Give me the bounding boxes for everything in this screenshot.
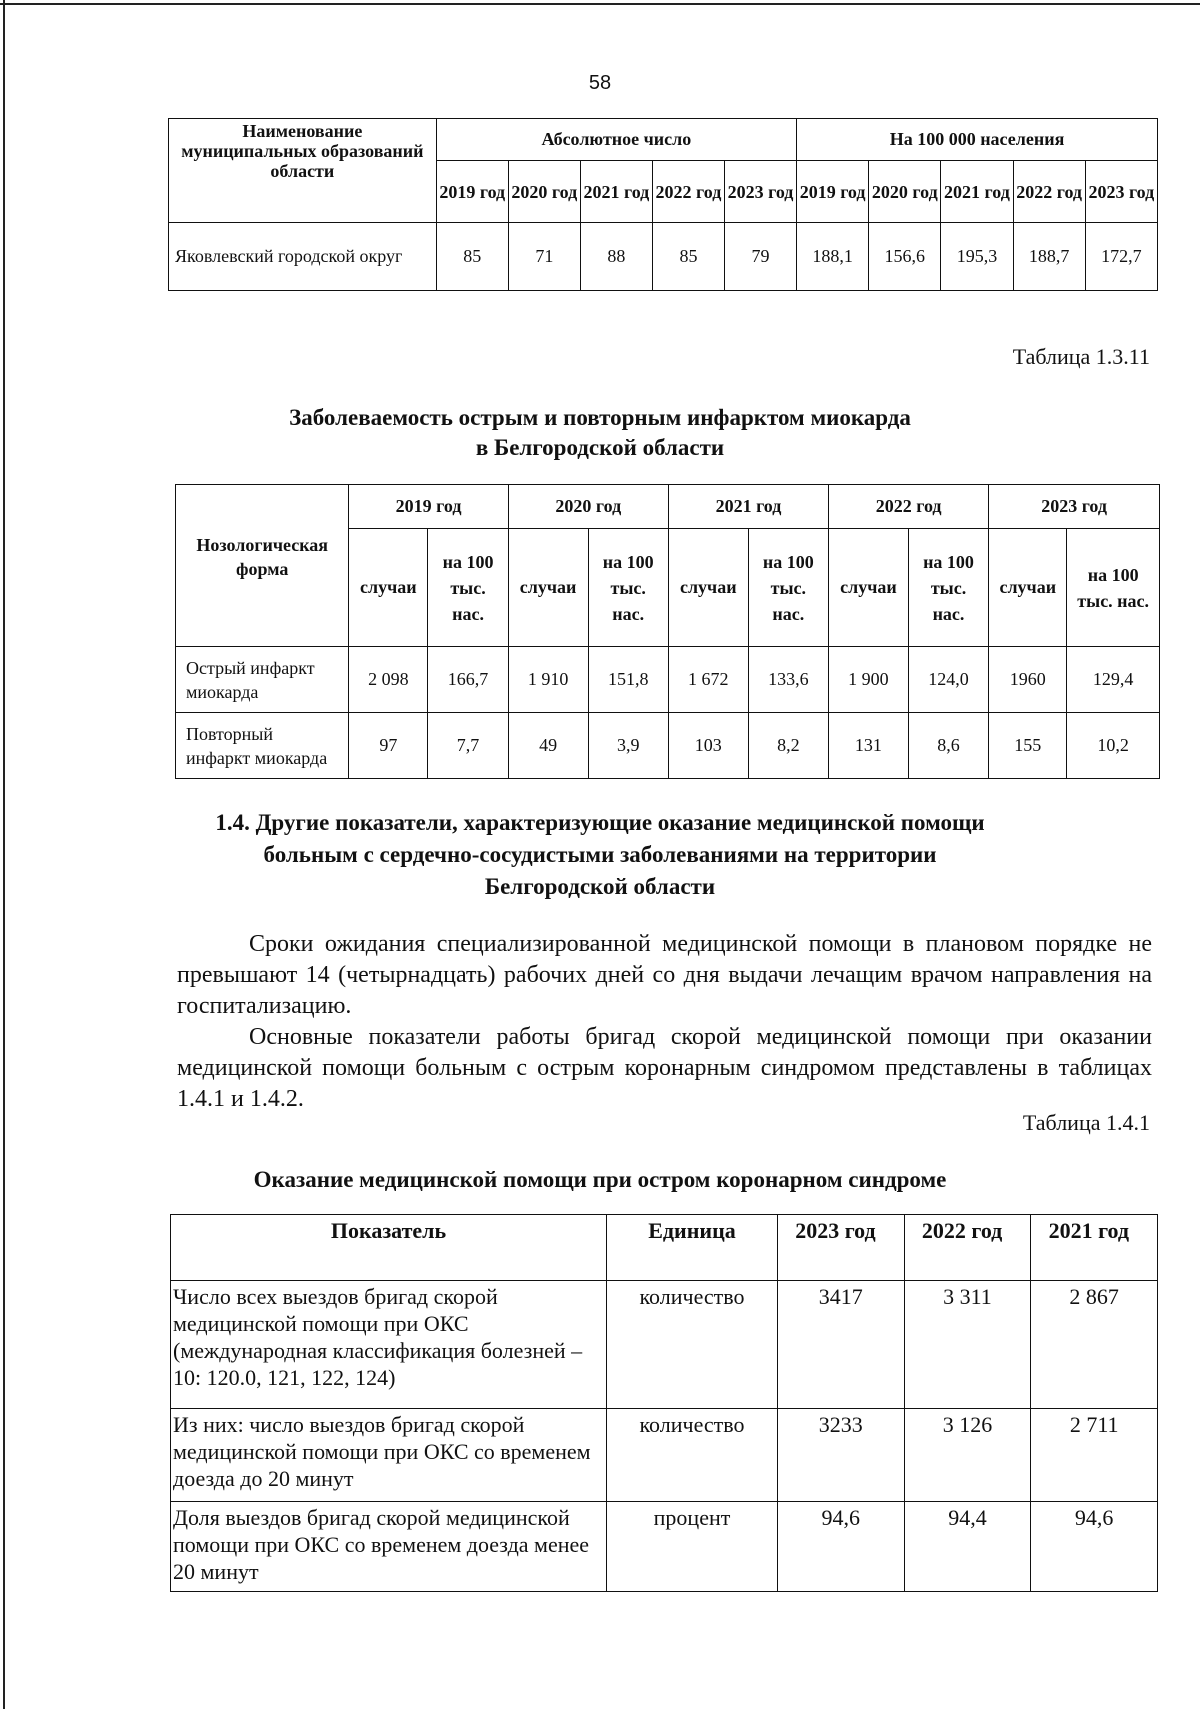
table-row bbox=[176, 647, 1160, 713]
cases-subheader: случаи bbox=[349, 529, 428, 647]
abs-year-header: 2023 год bbox=[724, 161, 796, 223]
table-row bbox=[176, 713, 1160, 779]
table2-title-line2: в Белгородской области bbox=[475, 435, 725, 460]
rate-subheader: на 100 тыс. нас. bbox=[588, 529, 668, 647]
abs-value: 71 bbox=[508, 223, 580, 291]
unit-value: количество bbox=[607, 1281, 778, 1409]
abs-year-header: 2022 год bbox=[652, 161, 724, 223]
page-number: 58 bbox=[588, 72, 612, 94]
per-value: 156,6 bbox=[869, 223, 941, 291]
municipal-table bbox=[168, 118, 1158, 291]
indicator-header: Показатель bbox=[171, 1215, 607, 1281]
table-row bbox=[171, 1502, 1158, 1592]
year-2023-header: 2023 год bbox=[777, 1215, 904, 1281]
cell-value: 166,7 bbox=[428, 647, 508, 713]
cell-value: 97 bbox=[349, 713, 428, 779]
indicator-name: Число всех выездов бригад скорой медицинской помощи при ОКС (международная классификация болезней – 10: 120.0, 121, 122, 124) bbox=[171, 1281, 607, 1409]
table-number-1-4-1: Таблица 1.4.1 bbox=[1022, 1110, 1150, 1135]
cell-value: 151,8 bbox=[588, 647, 668, 713]
cell-value: 1 900 bbox=[829, 647, 909, 713]
per-year-header: 2020 год bbox=[869, 161, 941, 223]
absolute-number-header: Абсолютное число bbox=[436, 119, 796, 161]
unit-value: количество bbox=[607, 1409, 778, 1502]
year-header: 2019 год bbox=[349, 485, 508, 529]
form-name: Повторный инфаркт миокарда bbox=[176, 713, 349, 779]
year-header: 2020 год bbox=[508, 485, 668, 529]
table-row bbox=[169, 223, 1158, 291]
paragraph-waiting-time: Сроки ожидания специализированной медицинской помощи в плановом порядке не превышают 14 (четырнадцать) рабочих дней со дня выдачи лечащим врачом направления на госпитализацию. bbox=[177, 931, 1152, 1019]
abs-year-header: 2020 год bbox=[508, 161, 580, 223]
cell-value: 124,0 bbox=[908, 647, 988, 713]
section-heading-line1: 1.4. Другие показатели, характеризующие оказание медицинской помощи bbox=[215, 810, 985, 835]
indicator-name: Доля выездов бригад скорой медицинской помощи при ОКС со временем доезда менее 20 минут bbox=[171, 1502, 607, 1592]
cell-value: 10,2 bbox=[1067, 713, 1160, 779]
abs-value: 85 bbox=[652, 223, 724, 291]
cases-subheader: случаи bbox=[668, 529, 748, 647]
per-value: 188,7 bbox=[1013, 223, 1085, 291]
cell-value: 1960 bbox=[989, 647, 1067, 713]
per-100k-header: На 100 000 населения bbox=[797, 119, 1158, 161]
acs-care-table bbox=[170, 1214, 1158, 1592]
table2-title-line1: Заболеваемость острым и повторным инфарктом миокарда bbox=[289, 405, 911, 430]
abs-value: 88 bbox=[580, 223, 652, 291]
abs-year-header: 2019 год bbox=[436, 161, 508, 223]
year-header: 2022 год bbox=[829, 485, 989, 529]
per-year-header: 2022 год bbox=[1013, 161, 1085, 223]
cell-value: 3233 bbox=[777, 1409, 904, 1502]
cell-value: 1 910 bbox=[508, 647, 588, 713]
nosological-form-header: Нозологическая форма bbox=[176, 485, 349, 647]
cell-value: 94,6 bbox=[777, 1502, 904, 1592]
municipality-name: Яковлевский городской округ bbox=[169, 223, 437, 291]
cell-value: 94,4 bbox=[904, 1502, 1031, 1592]
cell-value: 8,2 bbox=[748, 713, 828, 779]
unit-header: Единица bbox=[607, 1215, 778, 1281]
paragraph-ambulance: Основные показатели работы бригад скорой медицинской помощи при оказании медицинской помощи больным с острым коронарным синдромом представлены в таблицах 1.4.1 и 1.4.2. bbox=[177, 1024, 1152, 1112]
table-number-1-3-11: Таблица 1.3.11 bbox=[1012, 344, 1150, 369]
per-year-header: 2021 год bbox=[941, 161, 1013, 223]
section-heading-line2: больным с сердечно-сосудистыми заболеваниями на территории bbox=[263, 842, 937, 867]
cases-subheader: случаи bbox=[829, 529, 909, 647]
rate-subheader: на 100 тыс. нас. bbox=[748, 529, 828, 647]
cell-value: 94,6 bbox=[1031, 1502, 1158, 1592]
table-row bbox=[171, 1281, 1158, 1409]
cell-value: 8,6 bbox=[908, 713, 988, 779]
section-heading-line3: Белгородской области bbox=[484, 874, 716, 899]
per-year-header: 2023 год bbox=[1085, 161, 1157, 223]
rate-subheader: на 100 тыс. нас. bbox=[908, 529, 988, 647]
cases-subheader: случаи bbox=[508, 529, 588, 647]
municipal-name-header: Наименование муниципальных образований области bbox=[169, 119, 437, 223]
year-2021-header: 2021 год bbox=[1031, 1215, 1158, 1281]
indicator-name: Из них: число выездов бригад скорой медицинской помощи при ОКС со временем доезда до 20 минут bbox=[171, 1409, 607, 1502]
rate-subheader: на 100 тыс. нас. bbox=[428, 529, 508, 647]
unit-value: процент bbox=[607, 1502, 778, 1592]
per-year-header: 2019 год bbox=[797, 161, 869, 223]
per-value: 188,1 bbox=[797, 223, 869, 291]
year-header: 2021 год bbox=[668, 485, 828, 529]
cell-value: 3 311 bbox=[904, 1281, 1031, 1409]
cell-value: 2 867 bbox=[1031, 1281, 1158, 1409]
cell-value: 2 711 bbox=[1031, 1409, 1158, 1502]
cell-value: 49 bbox=[508, 713, 588, 779]
scan-border-top bbox=[0, 3, 1200, 5]
cell-value: 3,9 bbox=[588, 713, 668, 779]
cell-value: 131 bbox=[829, 713, 909, 779]
rate-subheader: на 100 тыс. нас. bbox=[1067, 529, 1160, 647]
form-name: Острый инфаркт миокарда bbox=[176, 647, 349, 713]
cases-subheader: случаи bbox=[989, 529, 1067, 647]
cell-value: 133,6 bbox=[748, 647, 828, 713]
table-row bbox=[171, 1409, 1158, 1502]
year-header: 2023 год bbox=[989, 485, 1160, 529]
cell-value: 2 098 bbox=[349, 647, 428, 713]
abs-value: 85 bbox=[436, 223, 508, 291]
cell-value: 155 bbox=[989, 713, 1067, 779]
cell-value: 1 672 bbox=[668, 647, 748, 713]
abs-value: 79 bbox=[724, 223, 796, 291]
cell-value: 129,4 bbox=[1067, 647, 1160, 713]
per-value: 195,3 bbox=[941, 223, 1013, 291]
cell-value: 3417 bbox=[777, 1281, 904, 1409]
per-value: 172,7 bbox=[1085, 223, 1157, 291]
abs-year-header: 2021 год bbox=[580, 161, 652, 223]
year-2022-header: 2022 год bbox=[904, 1215, 1031, 1281]
table3-title: Оказание медицинской помощи при остром коронарном синдроме bbox=[253, 1167, 947, 1192]
cell-value: 7,7 bbox=[428, 713, 508, 779]
cell-value: 3 126 bbox=[904, 1409, 1031, 1502]
cell-value: 103 bbox=[668, 713, 748, 779]
infarction-table bbox=[175, 484, 1160, 779]
